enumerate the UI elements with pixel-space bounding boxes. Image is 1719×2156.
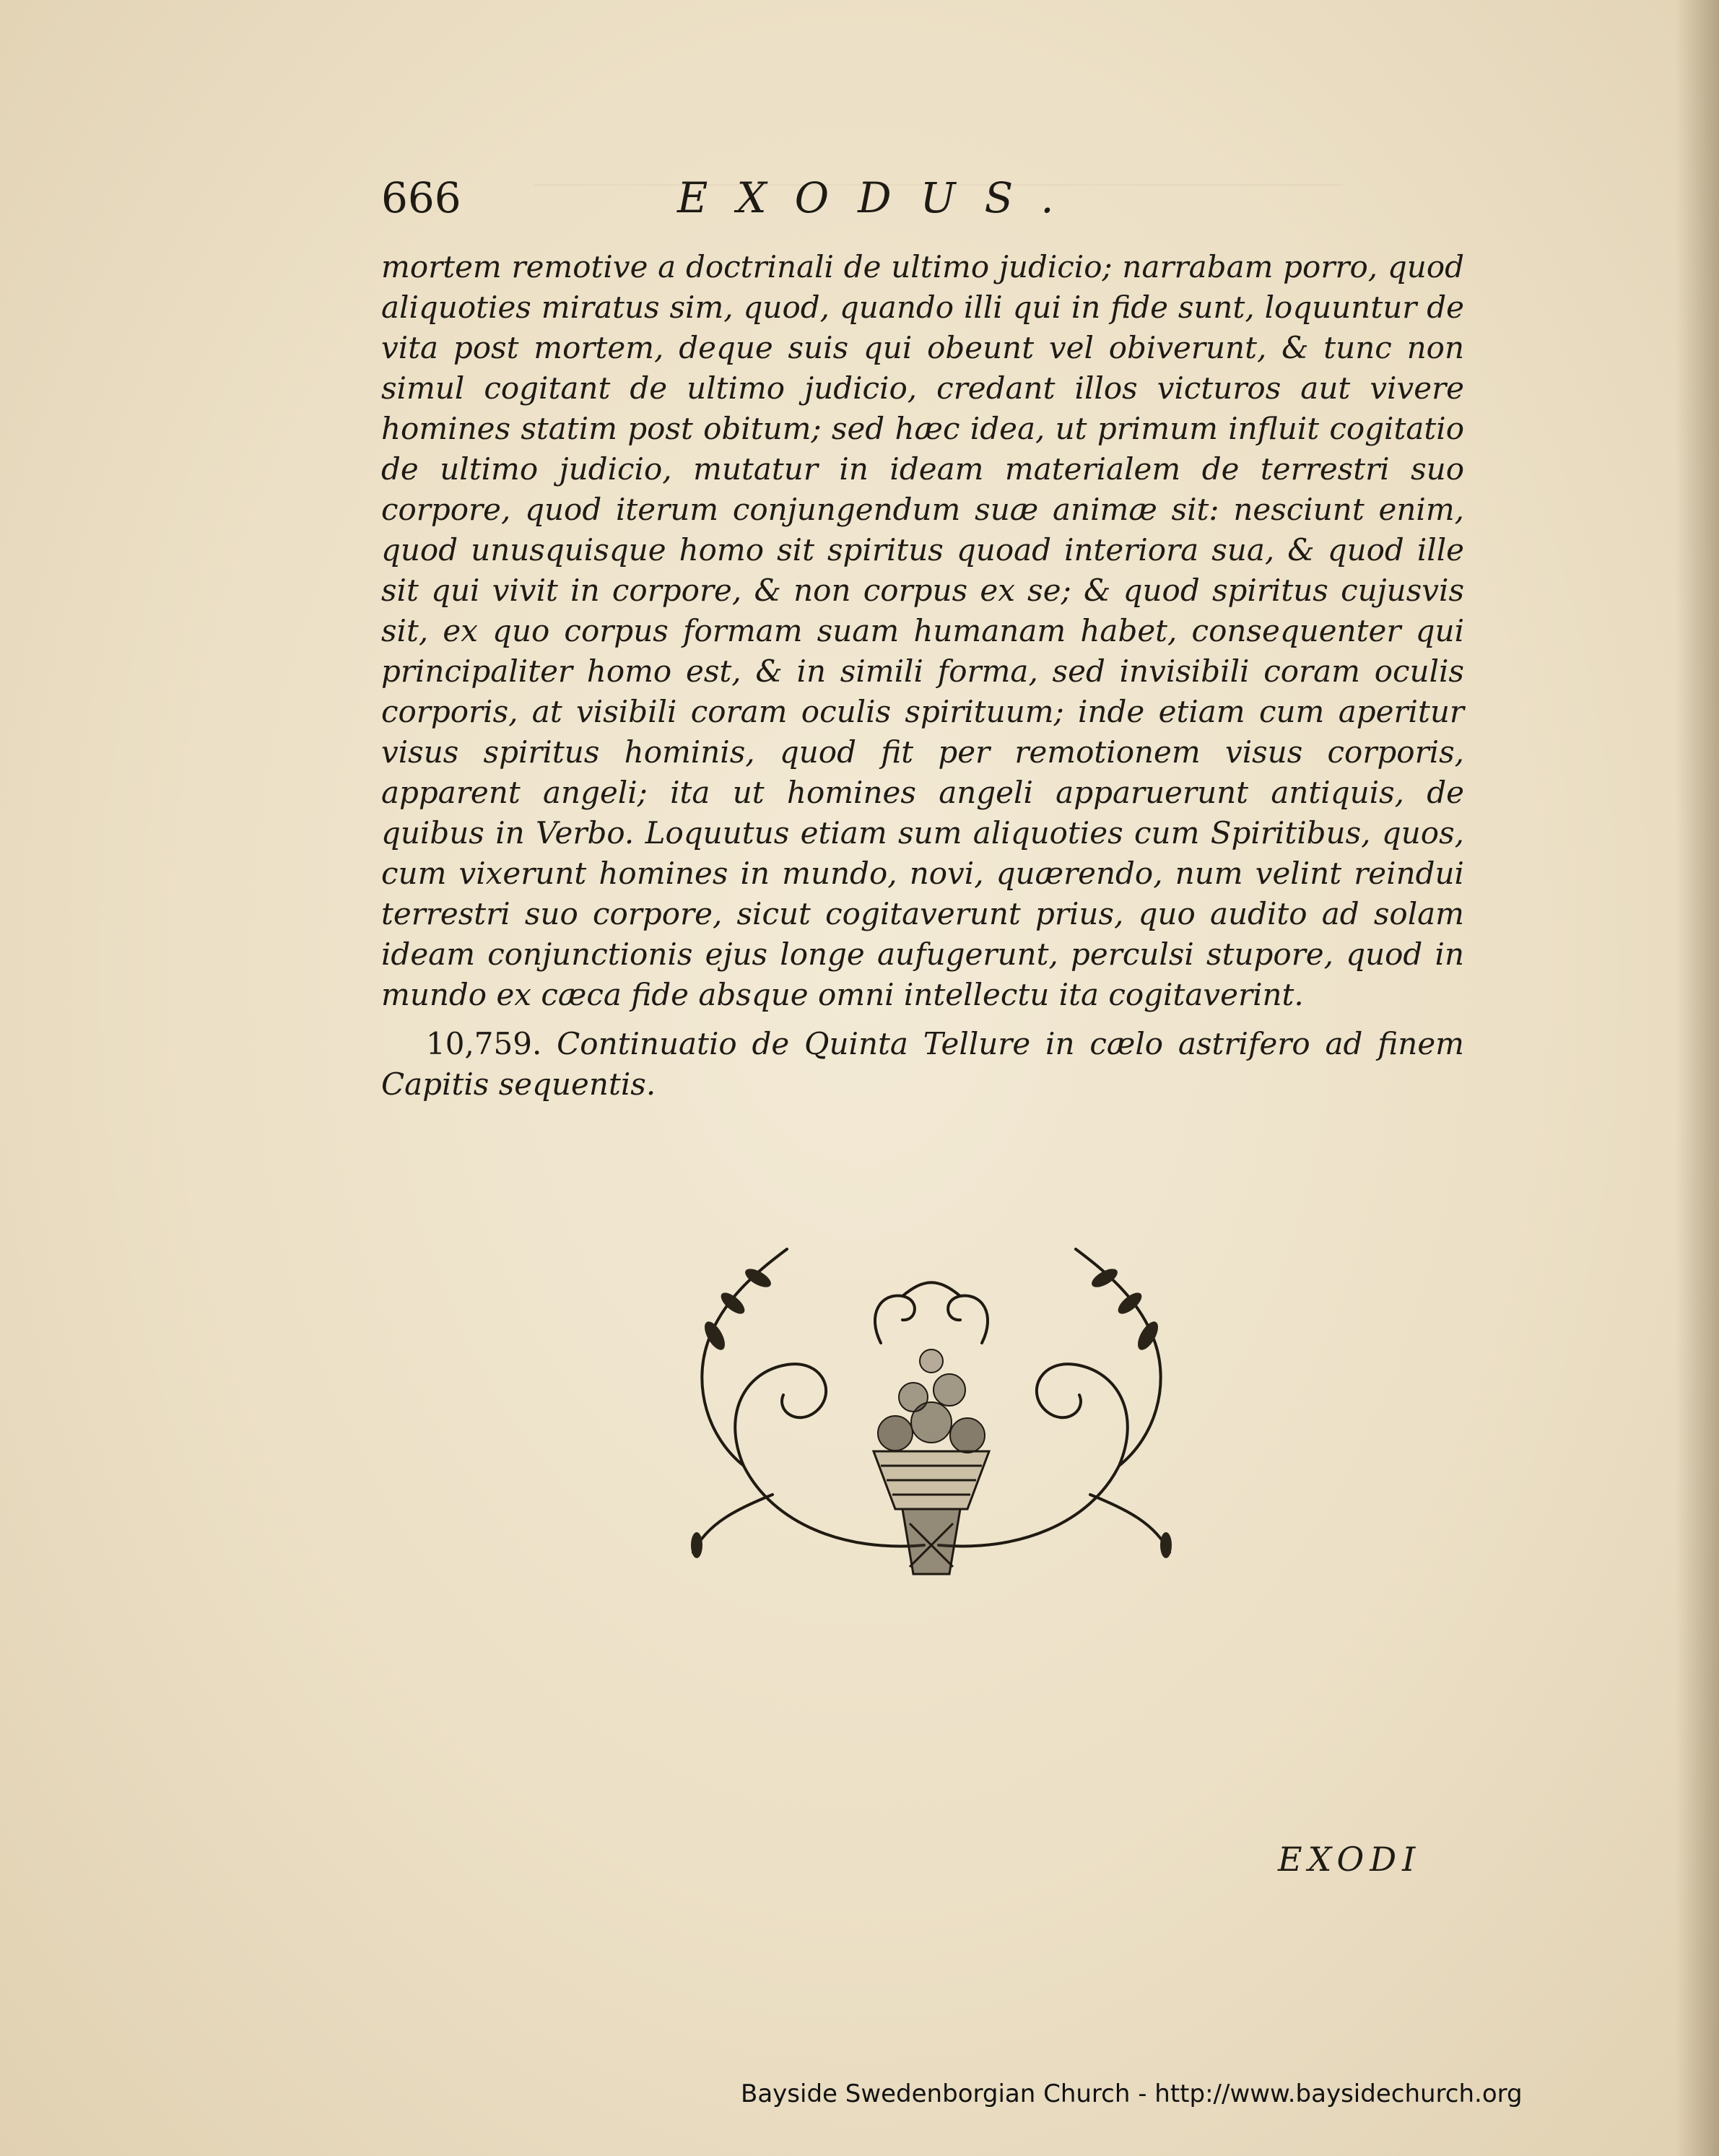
floral-basket-vignette-icon [664, 1235, 1198, 1610]
main-text [381, 247, 1464, 1105]
running-head: EXODUS. [677, 173, 1083, 222]
paragraph-number: 10,759. [426, 1026, 542, 1061]
paragraph-numbered [381, 1024, 1464, 1105]
page-number: 666 [381, 173, 461, 222]
page-header [381, 173, 1464, 238]
footer-credit: Bayside Swedenborgian Church - http://www.baysidechurch.org [741, 2079, 1523, 2108]
paragraph: mortem remotive a doctrinali de ultimo judicio; narrabam porro, quod aliquoties miratus sim, quod, quando illi qui in fide sunt, loquuntur de vita post mortem, deque suis qui obeunt vel obiverunt, & tunc non simul cogitant de ultimo judicio, credant illos victuros aut vivere homines statim post obitum; sed hæc idea, ut primum influit cogitatio de ultimo judicio, mutatur in ideam materialem de terrestri suo corpore, quod iterum conjungendum suæ animæ sit: nesciunt enim, quod unusquisque homo sit spiritus quoad interiora sua, & quod ille sit qui vivit in corpore, & non corpus ex se; & quod spiritus cujusvis sit, ex quo corpus formam suam humanam habet, consequenter qui principaliter homo est, & in simili forma, sed invisibili coram oculis corporis, at visibili coram oculis spirituum; inde etiam cum aperitur visus spiritus hominis, quod fit per remotionem visus corporis, apparent angeli; ita ut homines angeli apparuerunt antiquis, de quibus in Verbo. Loquutus etiam sum aliquoties cum Spiritibus, quos, cum vixerunt homines in mundo, novi, quærendo, num velint reindui terrestri suo corpore, sicut cogitaverunt prius, quo audito ad solam ideam conjunctionis ejus longe aufugerunt, perculsi stupore, quod in mundo ex cæca fide absque omni intellectu ita cogitaverint. [381, 249, 1464, 1012]
page-edge-shadow [1676, 0, 1719, 2156]
paragraph-text: Continuatio de Quinta Tellure in cælo astrifero ad finem Capitis sequentis. [381, 1026, 1464, 1102]
catchword: EXODI [1278, 1840, 1422, 1879]
